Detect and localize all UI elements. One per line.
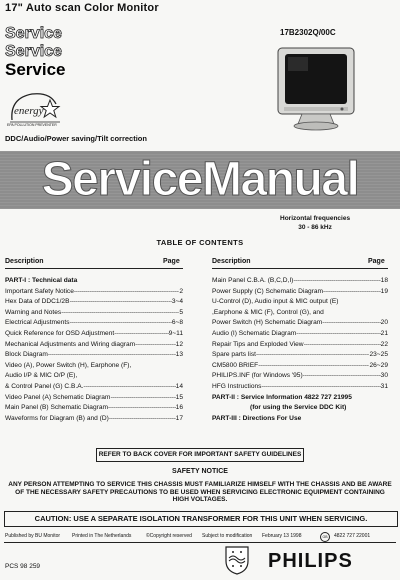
toc-leader-dots bbox=[296, 329, 380, 340]
toc-entry-page: 26~29 bbox=[369, 361, 388, 369]
toc-entry bbox=[5, 414, 183, 425]
toc-leader-dots bbox=[293, 276, 380, 287]
toc-right-page-header: Page bbox=[368, 258, 385, 265]
toc-leader-dots bbox=[135, 340, 176, 351]
footer-copyright: ©Copyright reserved bbox=[146, 533, 192, 539]
toc-entry-text: PART-II : Service Information 4822 727 21995 bbox=[212, 393, 352, 401]
toc-entry bbox=[212, 329, 388, 340]
toc-entry-text: Hex Data of DDC1/2B bbox=[5, 298, 70, 306]
feature-subtitle: DDC/Audio/Power saving/Tilt correction bbox=[5, 134, 147, 143]
toc-entry bbox=[212, 297, 388, 308]
toc-entry-text: PHILIPS.INF (for Windows '95) bbox=[212, 372, 303, 380]
toc-entry bbox=[5, 297, 183, 308]
toc-entry-text: CM5800 BRIEF bbox=[212, 361, 259, 369]
toc-entry-page: 9~11 bbox=[168, 329, 183, 337]
toc-entry-page: 30 bbox=[380, 372, 388, 380]
monitor-image bbox=[276, 46, 356, 132]
toc-entry-text: ,Earphone & MIC (F), Control (G), and bbox=[212, 308, 324, 316]
toc-entry-text: Power Switch (H) Schematic Diagram bbox=[212, 319, 323, 327]
pcs-number: PCS 98 259 bbox=[5, 563, 41, 570]
toc-entry-text: Quick Reference for OSD Adjustment bbox=[5, 329, 115, 337]
toc-entry-page: 12 bbox=[175, 340, 183, 348]
toc-entry bbox=[5, 329, 183, 340]
footer-published: Published by BU Monitor bbox=[5, 533, 61, 539]
safety-notice-text: ANY PERSON ATTEMPTING TO SERVICE THIS CHASSIS MUST FAMILIARIZE HIMSELF WITH THE CHASSIS AND BE AWARE OF THE NECESSARY SAFETY PRECAUTIONS TO BE USED WHEN SERVICING ELECTRONIC EQUIPMENT CONTAINING HIGH VOLTAGES. bbox=[8, 481, 392, 504]
toc-entry bbox=[212, 361, 388, 372]
toc-entry-text: Main Panel (B) Schematic Diagram bbox=[5, 404, 108, 412]
toc-leader-dots bbox=[256, 350, 369, 361]
toc-left-column bbox=[5, 276, 183, 424]
toc-leader-dots bbox=[83, 382, 175, 393]
horizontal-frequencies bbox=[280, 214, 350, 232]
toc-entry-text: HFG Instructions bbox=[212, 382, 262, 390]
toc-entry-page: 16 bbox=[175, 404, 183, 412]
toc-entry-text: U-Control (D), Audio input & MIC output (E) bbox=[212, 298, 339, 306]
toc-right-description-header: Description bbox=[212, 258, 251, 265]
toc-entry-page: 18 bbox=[380, 277, 388, 284]
toc-left-rule bbox=[5, 268, 183, 269]
toc-entry-text: PART-I : Technical data bbox=[5, 277, 78, 284]
toc-entry-text: & Control Panel (G) C.B.A. bbox=[5, 382, 84, 390]
toc-entry-text: Electrical Adjustments bbox=[5, 319, 70, 327]
toc-entry bbox=[212, 340, 388, 351]
toc-entry bbox=[212, 403, 388, 414]
toc-entry bbox=[212, 350, 388, 361]
toc-leader-dots bbox=[110, 393, 175, 404]
energy-star-caption: EPA POLLUTION PREVENTER bbox=[7, 123, 57, 127]
toc-entry bbox=[212, 276, 388, 287]
toc-leader-dots bbox=[108, 403, 176, 414]
toc-entry bbox=[212, 287, 388, 298]
toc-entry-text: Block Diagram bbox=[5, 351, 48, 359]
toc-entry-text: Video (A), Power Switch (H), Earphone (F), bbox=[5, 361, 132, 369]
toc-entry-page: 3~4 bbox=[171, 298, 183, 306]
toc-entry bbox=[5, 403, 183, 414]
toc-entry-text: Warning and Notes bbox=[5, 308, 62, 316]
toc-entry bbox=[212, 318, 388, 329]
toc-entry bbox=[5, 276, 183, 287]
toc-left-page-header: Page bbox=[163, 258, 180, 265]
toc-entry-text: PART-III : Directions For Use bbox=[212, 414, 302, 422]
footer-printed: Printed in The Netherlands bbox=[72, 533, 132, 539]
document-title: 17" Auto scan Color Monitor bbox=[5, 2, 159, 14]
toc-entry-page: 22 bbox=[380, 340, 388, 348]
toc-entry-text: Important Safety Notice bbox=[5, 287, 74, 295]
toc-leader-dots bbox=[322, 318, 380, 329]
toc-entry bbox=[5, 340, 183, 351]
toc-entry-page: 2 bbox=[179, 287, 183, 295]
toc-leader-dots bbox=[303, 371, 381, 382]
footer-rule bbox=[4, 542, 396, 543]
service-outline-2: Service bbox=[5, 43, 62, 60]
hfreq-value: 30 - 86 kHz bbox=[298, 224, 332, 231]
toc-right-column bbox=[212, 276, 388, 424]
toc-entry-page: 21 bbox=[380, 329, 388, 337]
toc-entry-text: Waveforms for Diagram (B) and (D) bbox=[5, 414, 109, 422]
toc-leader-dots bbox=[261, 382, 380, 393]
refer-back-cover-box: REFER TO BACK COVER FOR IMPORTANT SAFETY GUIDELINES bbox=[96, 448, 304, 462]
toc-entry-page: 17 bbox=[175, 414, 183, 422]
toc-entry-text: Repair Tips and Exploded View bbox=[212, 340, 304, 348]
toc-entry bbox=[5, 393, 183, 404]
toc-entry-page: 6~8 bbox=[171, 319, 183, 327]
toc-entry-page: 5 bbox=[179, 308, 183, 316]
toc-entry bbox=[5, 361, 183, 372]
monitor-icon bbox=[276, 46, 356, 132]
toc-entry-page: 15 bbox=[175, 393, 183, 401]
toc-entry bbox=[212, 308, 388, 319]
toc-entry-text: Power Supply (C) Schematic Diagram bbox=[212, 287, 324, 295]
toc-entry bbox=[212, 393, 388, 404]
footer-date: February 13 1998 bbox=[262, 533, 302, 539]
toc-entry-text: Audio I/P & MIC O/P (E), bbox=[5, 372, 78, 380]
toc-leader-dots bbox=[114, 329, 168, 340]
toc-title: TABLE OF CONTENTS bbox=[156, 238, 244, 247]
toc-entry bbox=[5, 382, 183, 393]
toc-entry bbox=[5, 350, 183, 361]
footer-code: 4822 727 22001 bbox=[334, 533, 371, 539]
philips-shield-icon bbox=[224, 545, 250, 575]
language-code-icon: GB bbox=[320, 532, 330, 542]
toc-entry-page: 19 bbox=[380, 287, 388, 295]
toc-leader-dots bbox=[70, 297, 172, 308]
caution-box: CAUTION: USE A SEPARATE ISOLATION TRANSFORMER FOR THIS UNIT WHEN SERVICING. bbox=[4, 511, 398, 527]
toc-leader-dots bbox=[70, 318, 172, 329]
toc-leader-dots bbox=[109, 414, 176, 425]
toc-entry-text: (for using the Service DDC Kit) bbox=[250, 404, 347, 412]
banner-title: ServiceManual bbox=[41, 153, 359, 206]
toc-leader-dots bbox=[258, 361, 369, 372]
toc-entry bbox=[5, 308, 183, 319]
toc-leader-dots bbox=[48, 350, 176, 361]
toc-leader-dots bbox=[323, 287, 381, 298]
service-solid: Service bbox=[5, 60, 66, 79]
toc-entry-text: Spare parts list bbox=[212, 351, 256, 359]
model-number: 17B2302Q/00C bbox=[280, 28, 336, 37]
toc-right-rule bbox=[212, 268, 388, 269]
toc-entry bbox=[5, 287, 183, 298]
toc-entry-page: 20 bbox=[380, 319, 388, 327]
toc-entry bbox=[212, 414, 388, 425]
toc-leader-dots bbox=[74, 287, 179, 298]
safety-notice-title: SAFETY NOTICE bbox=[172, 468, 228, 475]
toc-entry-page: 31 bbox=[380, 382, 388, 390]
footer-subject: Subject to modification bbox=[202, 533, 253, 539]
toc-entry-page: 23~25 bbox=[369, 351, 388, 359]
toc-leader-dots bbox=[304, 340, 381, 351]
toc-entry bbox=[212, 382, 388, 393]
toc-entry-text: Audio (I) Schematic Diagram bbox=[212, 329, 297, 337]
toc-entry-text: Mechanical Adjustments and Wiring diagram bbox=[5, 340, 136, 348]
toc-entry-page: 13 bbox=[175, 351, 183, 359]
service-outline-1: Service bbox=[5, 25, 62, 42]
svg-text:energy: energy bbox=[14, 105, 44, 117]
toc-entry-page: 14 bbox=[175, 382, 183, 390]
toc-entry-text: Main Panel C.B.A. (B,C,D,I) bbox=[212, 277, 294, 284]
toc-entry-text: Video Panel (A) Schematic Diagram bbox=[5, 393, 111, 401]
toc-entry bbox=[5, 371, 183, 382]
toc-left-description-header: Description bbox=[5, 258, 44, 265]
toc-leader-dots bbox=[61, 308, 179, 319]
toc-entry bbox=[5, 318, 183, 329]
toc-entry bbox=[212, 371, 388, 382]
hfreq-label: Horizontal frequencies bbox=[280, 215, 351, 222]
philips-brand: PHILIPS bbox=[268, 550, 353, 572]
